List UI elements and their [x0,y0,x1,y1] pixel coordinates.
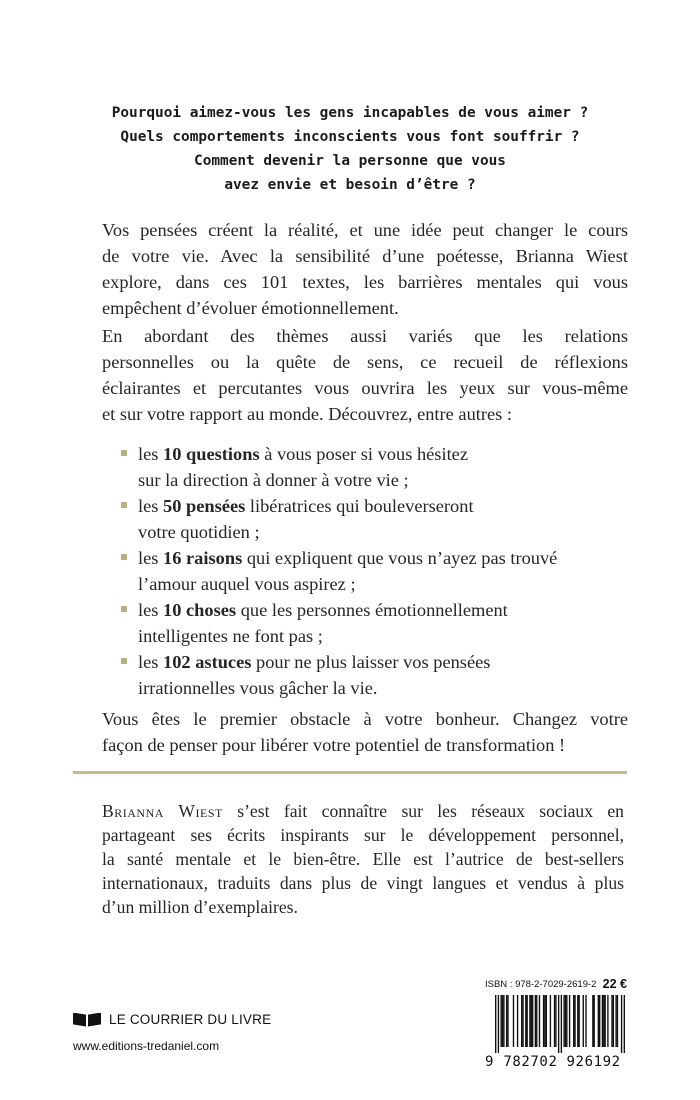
barcode-bar [604,995,605,1047]
list-item [121,597,631,649]
ean-barcode [495,995,625,1053]
text-line: Vous êtes le premier obstacle à votre bonheur. Changez votre [102,709,628,729]
text-line: En abordant des thèmes aussi variés que les relations [102,326,628,346]
question-line: Pourquoi aimez-vous les gens incapables de vous aimer ? [111,105,589,121]
barcode-first-digit: 9 [485,1054,494,1070]
square-bullet-icon [121,502,127,508]
author-bio [102,799,624,919]
barcode-bar [577,995,578,1047]
barcode-bar [526,995,527,1047]
barcode-bar [506,995,507,1047]
barcode-bar [598,995,599,1047]
square-bullet-icon [121,554,127,560]
text-line: sur la direction à donner à votre vie ; [138,470,409,490]
barcode-bar [521,995,522,1047]
section-divider [73,771,627,774]
barcode-bar [585,995,586,1047]
barcode-bar [574,995,575,1047]
barcode-bar [507,995,508,1047]
text-line: irrationnelles vous gâcher la vie. [138,678,378,698]
text-line: les 10 questions à vous poser si vous hésitez [138,444,469,464]
text-line: éclairantes et percutantes vous ouvrira les yeux sur vous-même [102,378,628,398]
barcode-bar [565,995,566,1047]
barcode-bar [525,995,526,1047]
barcode-bar [503,995,504,1047]
barcode-bar [532,995,533,1047]
publisher-block [73,1012,271,1027]
text-line: les 102 astuces pour ne plus laisser vos pensées [138,652,491,672]
list-item [121,649,631,701]
barcode-bar [615,995,616,1047]
teaser-questions [60,101,640,197]
barcode-bar [500,995,501,1047]
square-bullet-icon [121,658,127,664]
barcode-bar [535,995,536,1047]
highlights-list [121,441,631,701]
barcode-bar [578,995,579,1047]
barcode-bar [531,995,532,1047]
barcode-bar [611,995,612,1047]
text-line: explore, dans ces 101 textes, les barrières mentales qui vous [102,272,628,292]
open-book-logo-icon [73,1013,101,1027]
barcode-bar [522,995,523,1047]
square-bullet-icon [121,450,127,456]
barcode-bar [555,995,556,1047]
barcode-bar [554,995,555,1047]
text-line: de votre vie. Avec la sensibilité d’une poétesse, Brianna Wiest [102,246,628,266]
barcode-guard-bar [495,995,496,1053]
barcode-bar [617,995,618,1047]
barcode-guard-bar [561,995,562,1053]
barcode-bar [543,995,544,1047]
barcode-bar [569,995,570,1047]
barcode-bar [607,995,608,1047]
text-line: l’amour auquel vous aspirez ; [138,574,356,594]
question-line: Quels comportements inconscients vous font souffrir ? [120,129,580,145]
barcode-bar [513,995,514,1047]
barcode-bar [536,995,537,1047]
barcode-bar [573,995,574,1047]
barcode-guard-bar [558,995,559,1053]
text-line: d’un million d’exemplaires. [102,897,298,917]
text-line: intelligentes ne font pas ; [138,626,323,646]
barcode-bar [550,995,551,1047]
text-line: partageant ses écrits inspirants sur le développement personnel, [102,825,624,845]
barcode-digit-groups: 782702 926192 [503,1054,621,1070]
text-line: votre quotidien ; [138,522,260,542]
barcode-bar [563,995,564,1047]
barcode-bar [529,995,530,1047]
text-line: façon de penser pour libérer votre potentiel de transformation ! [102,735,566,755]
isbn-price-row [485,976,627,992]
barcode-bar [546,995,547,1047]
barcode-guard-bar [621,995,622,1053]
text-line: les 16 raisons qui expliquent que vous n’ayez pas trouvé [138,548,558,568]
list-item [121,493,631,545]
text-line: Vos pensées créent la réalité, et une idée peut changer le cours [102,220,628,240]
barcode-bar [599,995,600,1047]
question-line: Comment devenir la personne que vous [194,153,506,169]
barcode-bar [517,995,518,1047]
barcode-bar [592,995,593,1047]
barcode-bar [613,995,614,1047]
barcode-bar [566,995,567,1047]
barcode-digits [485,1054,627,1072]
barcode-block [485,976,627,1074]
barcode-bar [602,995,603,1047]
barcode-bar [544,995,545,1047]
closing-paragraph [102,706,628,758]
text-line: et sur votre rapport au monde. Découvrez, entre autres : [102,404,513,424]
text-line: internationaux, traduits dans plus de vingt langues et vendus à plus [102,873,624,893]
text-line: la santé mentale et le bien-être. Elle est l’autrice de best-sellers [102,849,624,869]
themes-paragraph [102,323,628,427]
text-line: les 50 pensées libératrices qui bouleverseront [138,496,474,516]
text-line: Brianna Wiest s’est fait connaître sur les réseaux sociaux en [102,801,624,821]
isbn-label: ISBN : 978-2-7029-2619-2 [485,978,597,990]
text-line: empêchent d’évoluer émotionnellement. [102,298,399,318]
barcode-bar [603,995,604,1047]
barcode-guard-bar [624,995,625,1053]
barcode-bar [594,995,595,1047]
price-label: 22 € [602,977,627,991]
barcode-bar [502,995,503,1047]
intro-paragraph [102,217,628,321]
barcode-bar [539,995,540,1047]
square-bullet-icon [121,606,127,612]
author-name: Brianna Wiest [102,801,223,821]
publisher-website: www.editions-tredaniel.com [73,1039,220,1053]
barcode-bar [583,995,584,1047]
list-item [121,441,631,493]
publisher-name: LE COURRIER DU LIVRE [109,1012,272,1027]
text-line: personnelles ou la quête de sens, ce recueil de réflexions [102,352,628,372]
barcode-guard-bar [498,995,499,1053]
list-item [121,545,631,597]
text-line: les 10 choses que les personnes émotionnellement [138,600,508,620]
question-line: avez envie et besoin d’être ? [224,177,476,193]
